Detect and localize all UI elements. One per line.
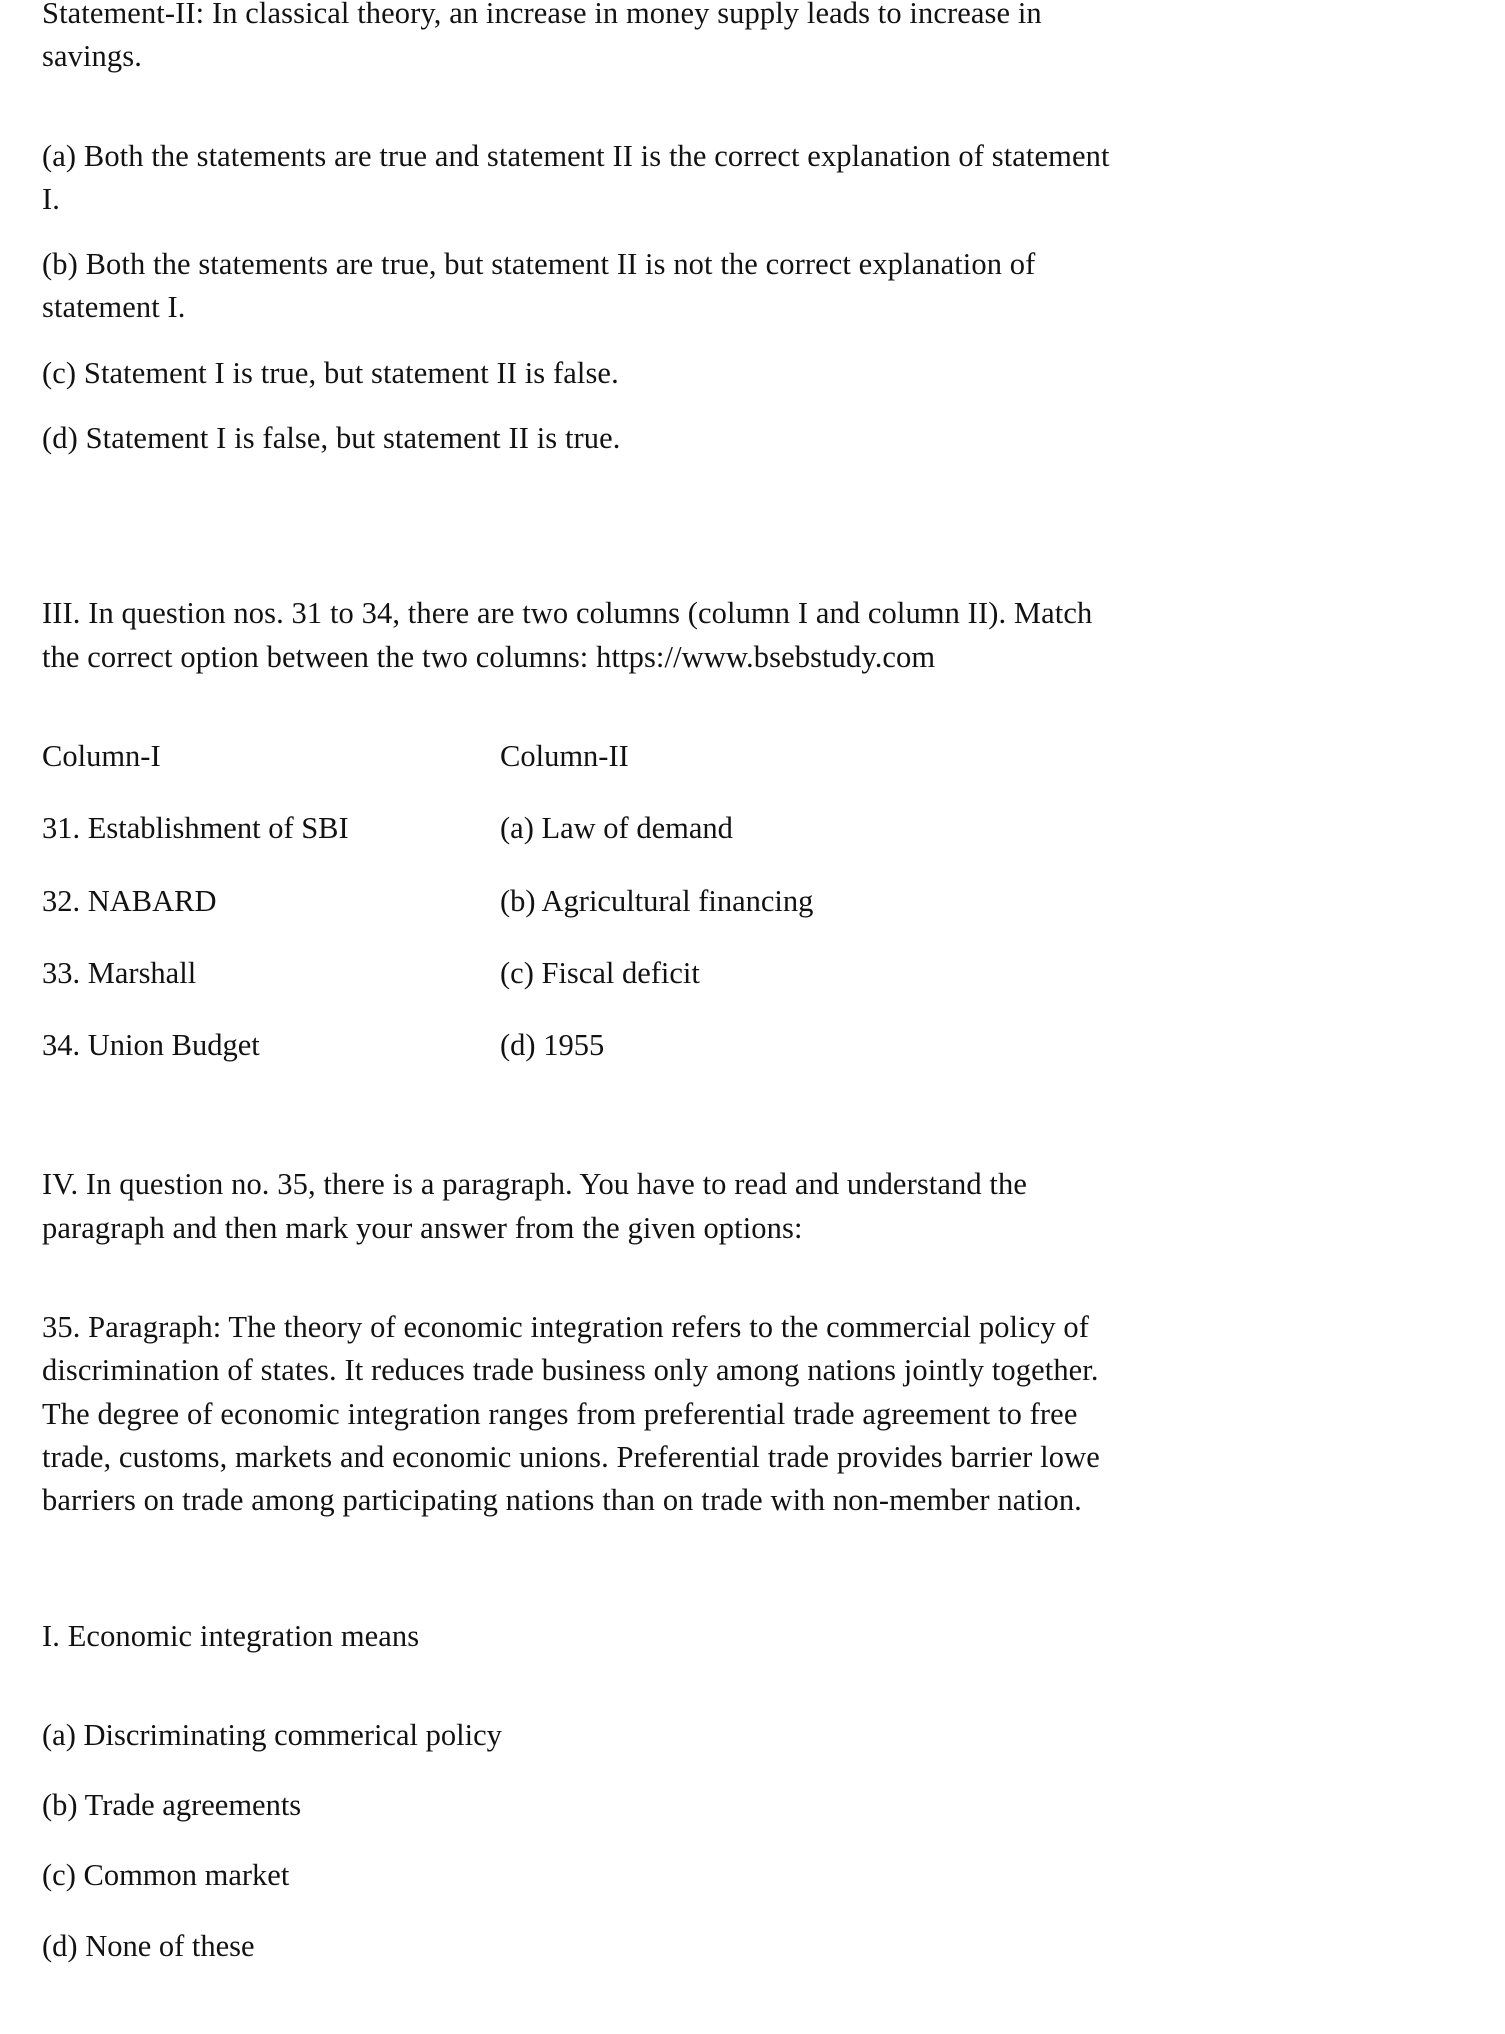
statement-option-a: (a) Both the statements are true and statement II is the correct explanation of statement I. [42, 138, 1110, 216]
document-body [42, 0, 1117, 1968]
column-i-header: Column-I [42, 738, 161, 773]
section-iii-instruction [42, 592, 1117, 679]
match-item-34: 34. Union Budget [42, 1028, 260, 1063]
table-row [42, 880, 1117, 952]
match-columns-table [42, 735, 1117, 1067]
question-i-option-a: (a) Discriminating commerical policy [42, 1717, 502, 1752]
spacer [42, 1680, 1117, 1714]
statement-option-d: (d) Statement I is false, but statement II is true. [42, 421, 621, 456]
bsebstudy-url: https://www.bsebstudy.com [596, 639, 936, 674]
spacer [42, 482, 1117, 592]
spacer [42, 1272, 1117, 1306]
spacer [42, 101, 1117, 135]
table-header-row [42, 735, 1117, 807]
question-i-option-b: (b) Trade agreements [42, 1788, 302, 1823]
match-option-c: (c) Fiscal deficit [500, 955, 700, 990]
match-option-d: (d) 1955 [500, 1028, 605, 1063]
question-i-option-d: (d) None of these [42, 1928, 255, 1963]
table-row [42, 952, 1117, 1024]
match-item-32: 32. NABARD [42, 883, 217, 918]
section-iv-instruction: IV. In question no. 35, there is a paragraph. You have to read and understand the paragraph and then mark your answer from the given options: [42, 1167, 1027, 1245]
statement-option-c: (c) Statement I is true, but statement II is false. [42, 355, 619, 390]
match-item-31: 31. Establishment of SBI [42, 811, 349, 846]
column-ii-header: Column-II [500, 738, 629, 773]
question-i-text: I. Economic integration means [42, 1618, 420, 1653]
statement-ii-text: Statement-II: In classical theory, an increase in money supply leads to increase in savings. [42, 0, 1042, 74]
table-row [42, 1024, 1117, 1067]
paragraph-35-text: 35. Paragraph: The theory of economic integration refers to the commercial policy of discrimination of states. It reduces trade business only among nations jointly together. The degree of economic integration ranges from preferential trade agreement to free trade, customs, markets and economic unions. Preferential trade provides barrier lowe barriers on trade among participating nations than on trade with non-member nation. [42, 1310, 1100, 1518]
table-row [42, 807, 1117, 879]
spacer [42, 701, 1117, 735]
match-option-a: (a) Law of demand [500, 811, 733, 846]
spacer [42, 1067, 1117, 1163]
match-item-33: 33. Marshall [42, 955, 197, 990]
spacer [42, 1545, 1117, 1615]
statement-option-b: (b) Both the statements are true, but statement II is not the correct explanation of statement I. [42, 247, 1036, 325]
question-i-option-c: (c) Common market [42, 1858, 290, 1893]
match-option-b: (b) Agricultural financing [500, 883, 814, 918]
section-iii-instruction-text: III. In question nos. 31 to 34, there are two columns (column I and column II). Match the correct option between the two columns: [42, 596, 1093, 674]
